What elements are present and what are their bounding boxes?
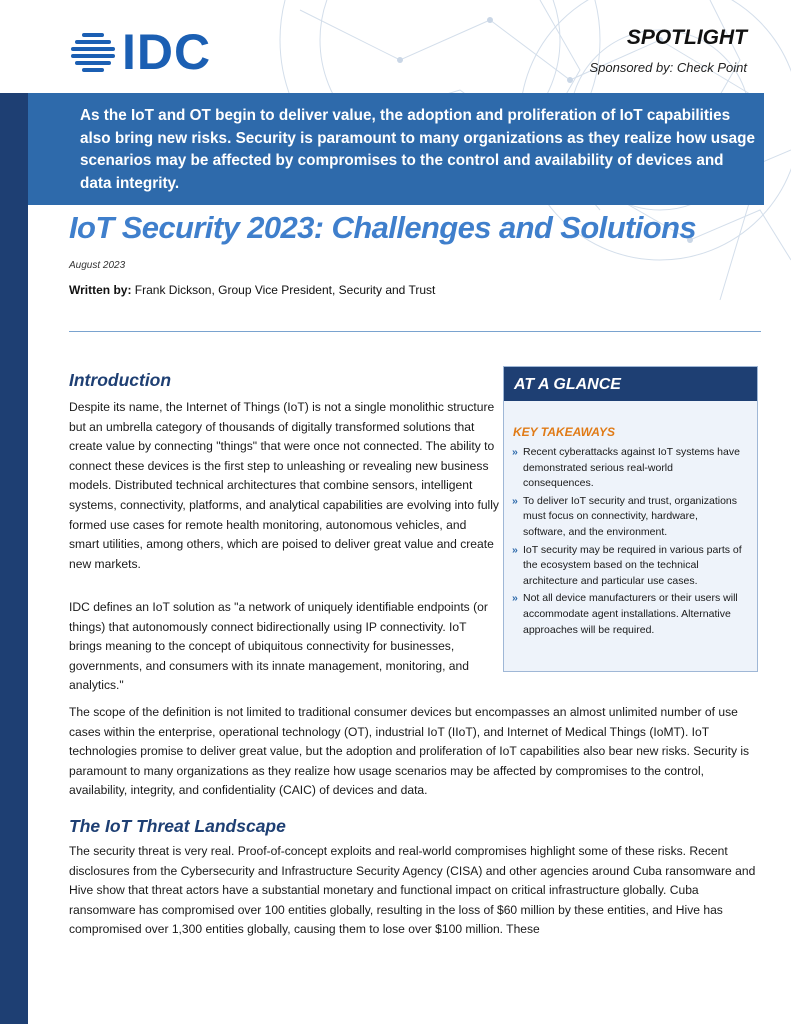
summary-banner [28,93,764,205]
document-title: IoT Security 2023: Challenges and Solutions [69,210,697,245]
globe-icon [70,31,116,73]
intro-paragraph-1: Despite its name, the Internet of Things (IoT) is not a single monolithic structure but an umbrella category of thousands of digitally transformed solutions that create value by connecting "things" that were once not connected. The ability to connect these devices is the first step to unleashing or revealing new business models. Distributed technical architectures that combine sensors, intelligent systems, connectivity, platforms, and analytical capabilities are evolving into fully formed use cases for remote health monitoring, autonomous vehicles, and smart utilities, among others, which are poised to deliver great value and create new markets. [69,400,499,571]
author-name: Frank Dickson, Group Vice President, Security and Trust [131,283,436,297]
publication-date: August 2023 [69,260,126,271]
sponsor-line: Sponsored by: Check Point [589,60,747,75]
list-item: » Recent cyberattacks against IoT systems have demonstrated serious real-world consequences. [512,446,740,490]
bullet-icon: » [512,543,518,556]
list-item: » To deliver IoT security and trust, organizations must focus on connectivity, hardware, software, and the environment. [512,494,737,538]
threat-landscape-heading: The IoT Threat Landscape [69,816,286,836]
banner-text: As the IoT and OT begin to deliver value, the adoption and proliferation of IoT capabilities also bring new risks. Security is paramount to many organizations as they realize how usage scenarios may be affected by compromises to the control and availability of devices and data integrity. [80,107,755,192]
key-takeaways-heading: KEY TAKEAWAYS [513,425,616,439]
left-accent-bar [0,93,28,1024]
author-label: Written by: [69,283,132,297]
list-item: » Not all device manufacturers or their users will accommodate agent installations. Alternative approaches will be required. [512,592,738,636]
at-a-glance-box [503,366,758,672]
logo-wordmark: IDC [122,24,212,80]
intro-paragraph-2: IDC defines an IoT solution as "a network of uniquely identifiable endpoints (or things) that autonomously connect bidirectionally using IP connectivity. IoT brings meaning to the concept of ubiquitous connectivity for businesses, governments, and consumers with its innate management, monitoring, and analytics." [69,600,488,693]
doc-type-label: SPOTLIGHT [626,26,747,49]
glance-heading: AT A GLANCE [504,367,757,401]
bullet-icon: » [512,494,518,507]
introduction-heading: Introduction [69,370,172,390]
threat-paragraph-1: The security threat is very real. Proof-of-concept exploits and real-world compromises highlight some of these risks. Recent disclosures from the Cybersecurity and Infrastructure Security Agency (CISA) and other agencies around Cuba ransomware and Hive show that threat actors have a substantial monetary and functional impact on critical infrastructure globally. Cuba ransomware has compromised over 100 entities globally, resulting in the loss of $60 million by these entities, and Hive has compromised over 1,300 entities globally, causing them to lose over $100 million. These [69,844,756,937]
section-divider [69,331,761,332]
idc-logo [70,24,212,80]
list-item: » IoT security may be required in various parts of the ecosystem based on the technical architecture and particular use cases. [512,543,742,587]
bullet-icon: » [512,446,518,458]
author-line [69,283,435,297]
bullet-icon: » [512,592,518,605]
intro-paragraph-3: The scope of the definition is not limited to traditional consumer devices but encompasses an almost unlimited number of use cases within the enterprise, operational technology (OT), industrial IoT (IIoT), and Internet of Medical Things (IoMT). IoT technologies promise to deliver great value, but the adoption and proliferation of IoT capabilities also bear new risks. Security is paramount to many organizations as they realize how usage scenarios may be affected by compromises to the control, availability, integrity, and confidentiality (CAIC) of devices and data. [69,705,750,798]
takeaways-list [504,445,757,638]
